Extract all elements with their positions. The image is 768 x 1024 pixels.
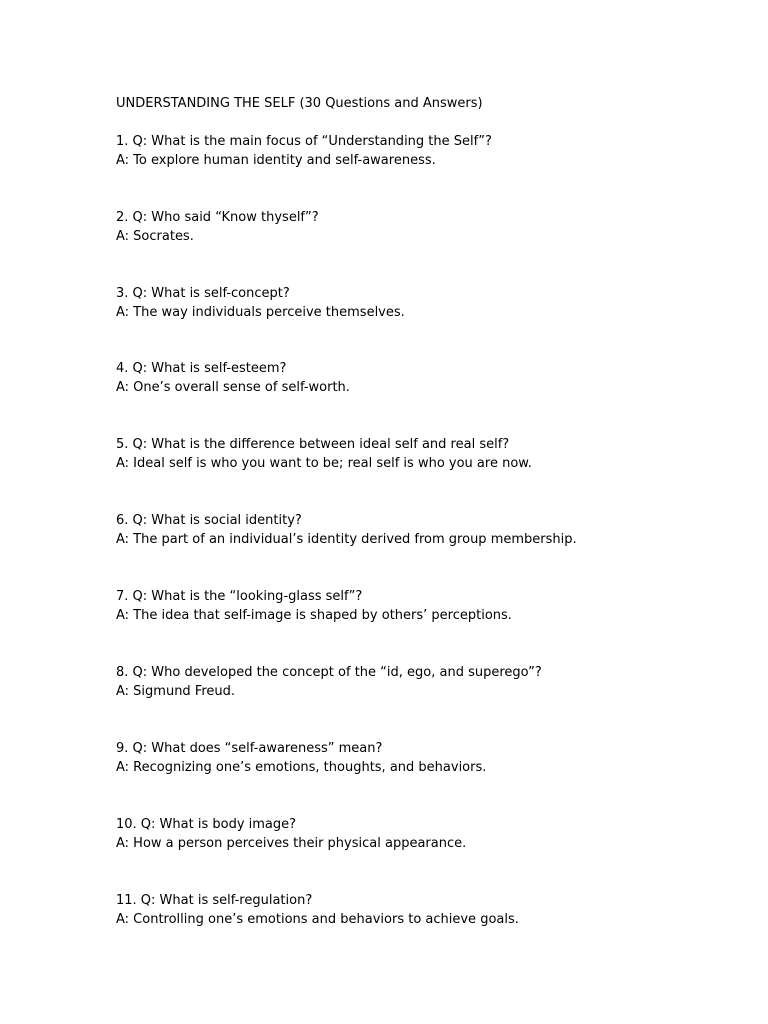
qa-item-2 xyxy=(116,208,319,246)
answer-text: A: Socrates. xyxy=(116,229,194,244)
question-text: 4. Q: What is self-esteem? xyxy=(116,361,287,376)
answer-text: A: The part of an individual’s identity derived from group membership. xyxy=(116,532,577,547)
answer-text: A: The way individuals perceive themselves. xyxy=(116,305,405,320)
qa-item-9 xyxy=(116,739,486,777)
answer-text: A: Controlling one’s emotions and behaviors to achieve goals. xyxy=(116,912,519,927)
question-text: 6. Q: What is social identity? xyxy=(116,513,302,528)
qa-item-10 xyxy=(116,815,466,853)
qa-item-3 xyxy=(116,284,405,322)
answer-text: A: How a person perceives their physical appearance. xyxy=(116,836,467,851)
question-text: 5. Q: What is the difference between ideal self and real self? xyxy=(116,437,510,452)
question-text: 2. Q: Who said “Know thyself”? xyxy=(116,210,319,225)
question-text: 8. Q: Who developed the concept of the “id, ego, and superego”? xyxy=(116,665,542,680)
question-text: 10. Q: What is body image? xyxy=(116,817,297,832)
question-text: 3. Q: What is self-concept? xyxy=(116,286,290,301)
question-text: 9. Q: What does “self-awareness” mean? xyxy=(116,741,383,756)
qa-item-5 xyxy=(116,435,532,473)
question-text: 7. Q: What is the “looking-glass self”? xyxy=(116,589,363,604)
qa-item-6 xyxy=(116,511,577,549)
answer-text: A: Recognizing one’s emotions, thoughts, and behaviors. xyxy=(116,760,487,775)
answer-text: A: Ideal self is who you want to be; real self is who you are now. xyxy=(116,456,532,471)
answer-text: A: The idea that self-image is shaped by others’ perceptions. xyxy=(116,608,512,623)
question-text: 1. Q: What is the main focus of “Understanding the Self”? xyxy=(116,134,492,149)
answer-text: A: To explore human identity and self-awareness. xyxy=(116,153,436,168)
qa-item-1 xyxy=(116,132,492,170)
qa-item-7 xyxy=(116,587,512,625)
answer-text: A: Sigmund Freud. xyxy=(116,684,236,699)
qa-item-11 xyxy=(116,891,519,929)
answer-text: A: One’s overall sense of self-worth. xyxy=(116,380,350,395)
qa-item-4 xyxy=(116,359,350,397)
question-text: 11. Q: What is self-regulation? xyxy=(116,893,313,908)
qa-item-8 xyxy=(116,663,542,701)
document-title: UNDERSTANDING THE SELF (30 Questions and Answers) xyxy=(116,96,483,111)
